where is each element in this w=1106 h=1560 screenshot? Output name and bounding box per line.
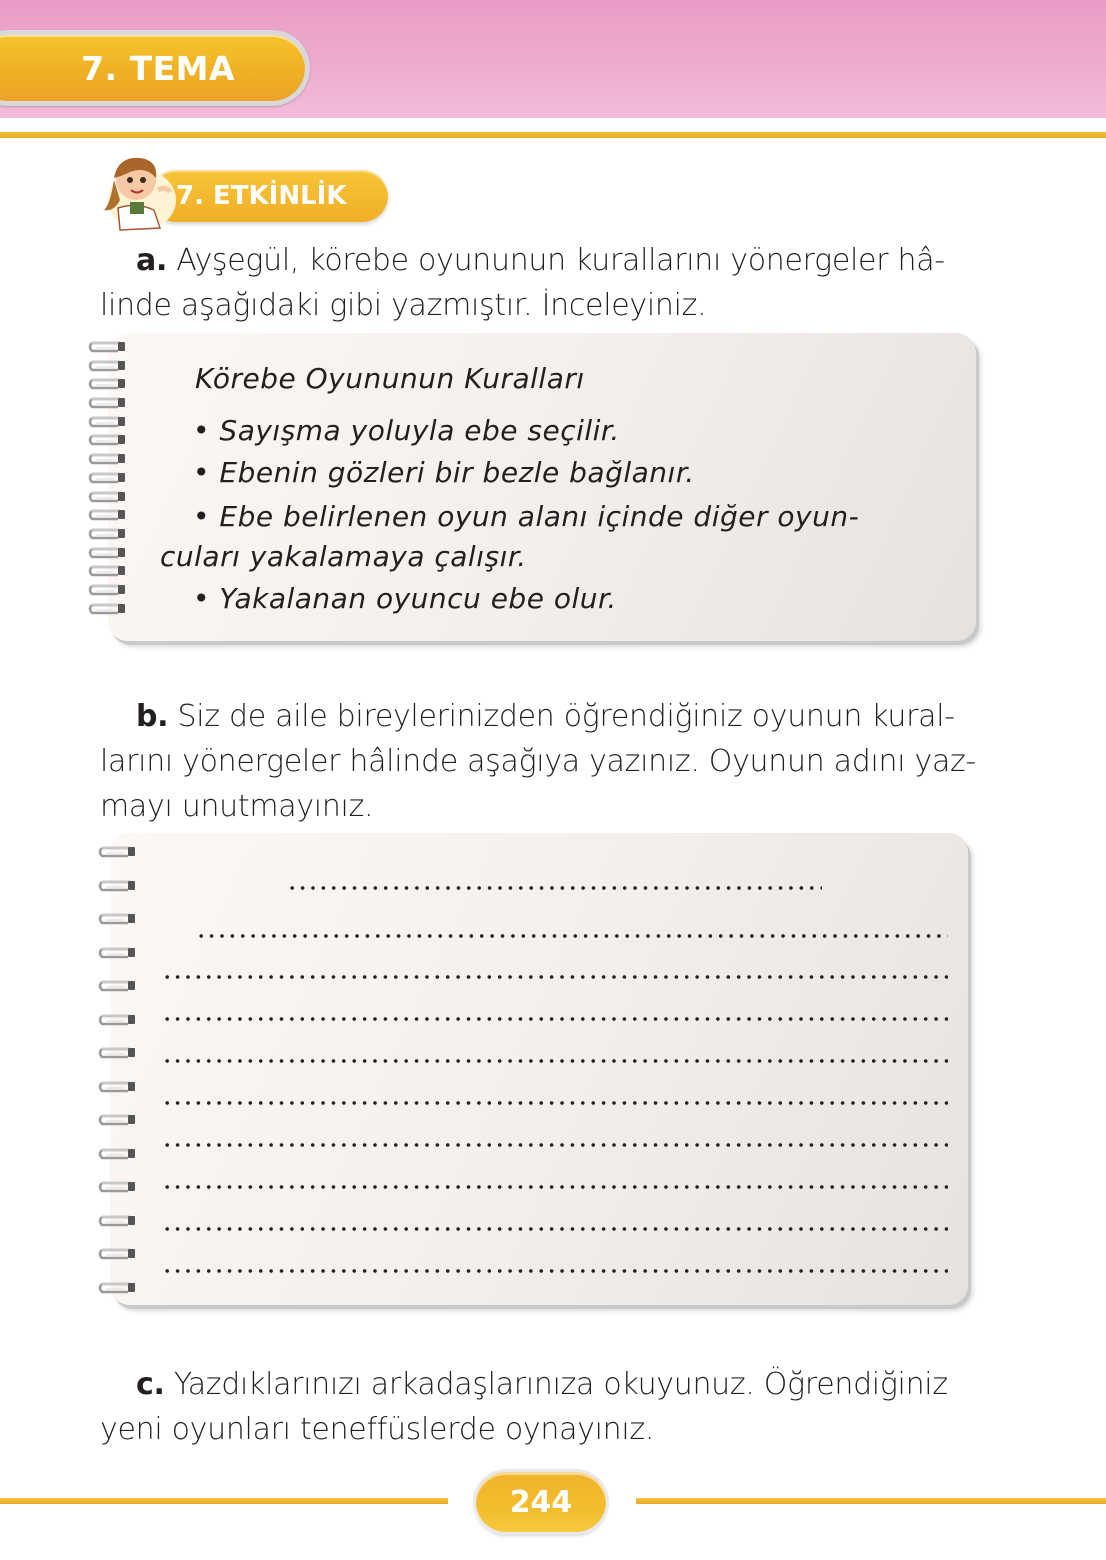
answer-line[interactable] — [162, 975, 948, 979]
part-b-text-line1: Siz de aile bireylerinizden öğrendiğiniz oyunun kural- — [168, 699, 955, 734]
spiral-ring-icon — [88, 546, 128, 560]
notebook-spiral — [98, 845, 138, 1314]
spiral-ring-icon — [88, 602, 128, 616]
part-b-label: b. — [136, 699, 169, 734]
spiral-ring-icon — [88, 359, 128, 373]
spiral-ring-icon — [88, 471, 128, 485]
spiral-ring-icon — [88, 508, 128, 522]
footer-line-right — [636, 1498, 1106, 1504]
part-c-label: c. — [136, 1367, 165, 1402]
spiral-ring-icon — [88, 396, 128, 410]
spiral-ring-icon — [98, 946, 138, 960]
theme-badge — [0, 30, 310, 106]
spiral-ring-icon — [98, 979, 138, 993]
spiral-ring-icon — [98, 1180, 138, 1194]
answer-line[interactable] — [162, 1227, 948, 1231]
activity-label: 7. ETKİNLİK — [176, 181, 347, 211]
spiral-ring-icon — [88, 377, 128, 391]
spiral-ring-icon — [98, 1281, 138, 1295]
spiral-ring-icon — [98, 1046, 138, 1060]
spiral-ring-icon — [88, 433, 128, 447]
notebook-spiral — [88, 340, 128, 620]
header-divider — [0, 132, 1106, 138]
part-a-text-line1: Ayşegül, körebe oyununun kurallarını yönergeler hâ- — [167, 243, 945, 278]
spiral-ring-icon — [98, 1214, 138, 1228]
theme-label: 7. TEMA — [81, 48, 235, 88]
answer-line[interactable] — [196, 934, 948, 938]
footer-line-left — [0, 1498, 448, 1504]
spiral-ring-icon — [88, 527, 128, 541]
rule-item: • Yakalanan oyuncu ebe olur. — [193, 582, 617, 615]
rule-item: • Ebe belirlenen oyun alanı içinde diğer oyun- — [193, 500, 860, 533]
part-a-instructions — [100, 238, 980, 328]
activity-pill — [150, 170, 388, 222]
spiral-ring-icon — [98, 1013, 138, 1027]
activity-banner — [100, 150, 395, 235]
spiral-ring-icon — [88, 415, 128, 429]
spiral-ring-icon — [88, 490, 128, 504]
spiral-ring-icon — [98, 1080, 138, 1094]
part-c-instructions — [100, 1362, 980, 1452]
spiral-ring-icon — [98, 912, 138, 926]
spiral-ring-icon — [98, 845, 138, 859]
rule-item-continued: cuları yakalamaya çalışır. — [160, 540, 527, 573]
header-spacer — [0, 118, 1106, 132]
answer-line[interactable] — [162, 1101, 948, 1105]
answer-line[interactable] — [162, 1059, 948, 1063]
rule-item: • Sayışma yoluyla ebe seçilir. — [193, 414, 620, 447]
part-c-text-line2: yeni oyunları teneffüslerde oynayınız. — [100, 1412, 655, 1447]
game-name-blank[interactable] — [287, 886, 822, 890]
part-a-label: a. — [136, 243, 168, 278]
spiral-ring-icon — [88, 340, 128, 354]
answer-line[interactable] — [162, 1269, 948, 1273]
spiral-ring-icon — [98, 1147, 138, 1161]
notebook-title: Körebe Oyununun Kuralları — [195, 362, 585, 395]
part-b-instructions — [100, 694, 980, 829]
writing-notebook — [110, 833, 968, 1305]
part-b-text-line2: larını yönergeler hâlinde aşağıya yazınız. Oyunun adını yaz- — [100, 744, 977, 779]
rule-item: • Ebenin gözleri bir bezle bağlanır. — [193, 456, 695, 489]
spiral-ring-icon — [88, 583, 128, 597]
spiral-ring-icon — [98, 1113, 138, 1127]
answer-line[interactable] — [162, 1185, 948, 1189]
spiral-ring-icon — [88, 452, 128, 466]
part-c-text-line1: Yazdıklarınızı arkadaşlarınıza okuyunuz. Öğrendiğiniz — [164, 1367, 948, 1402]
spiral-ring-icon — [88, 564, 128, 578]
girl-writing-icon — [100, 150, 175, 235]
spiral-ring-icon — [98, 879, 138, 893]
page-number: 244 — [509, 1484, 573, 1520]
spiral-ring-icon — [98, 1247, 138, 1261]
answer-line[interactable] — [162, 1143, 948, 1147]
page-number-badge — [476, 1472, 606, 1532]
part-a-text-line2: linde aşağıdaki gibi yazmıştır. İnceleyiniz. — [100, 288, 707, 323]
part-b-text-line3: mayı unutmayınız. — [100, 789, 374, 824]
answer-line[interactable] — [162, 1017, 948, 1021]
